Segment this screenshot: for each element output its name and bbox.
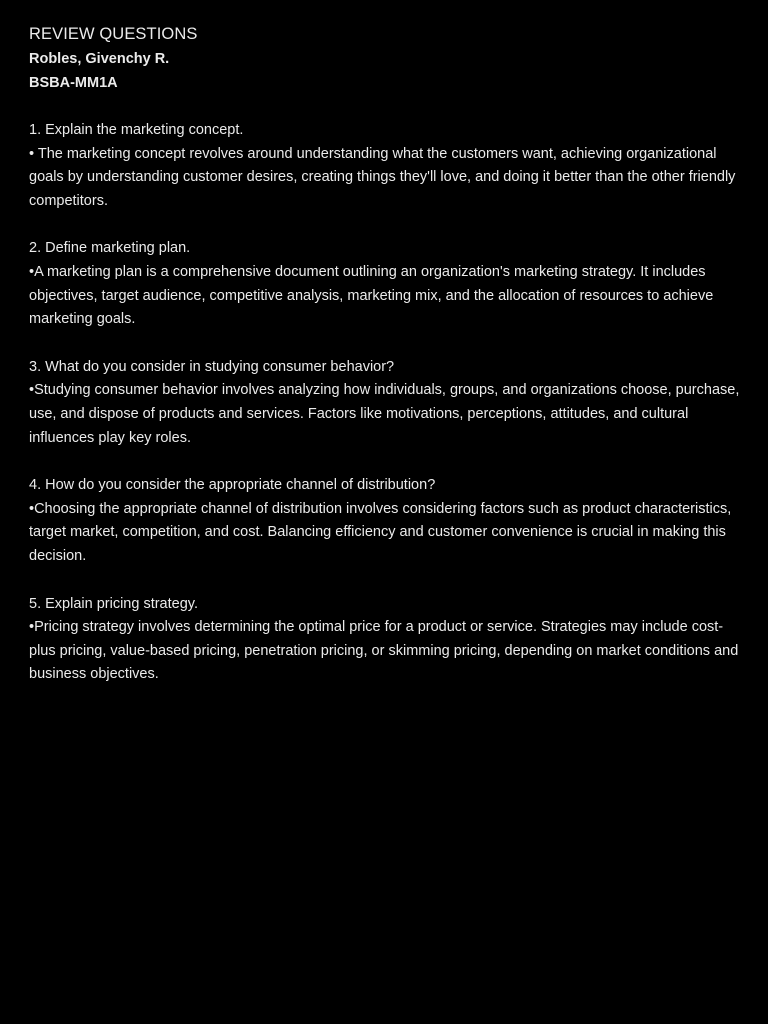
student-name: Robles, Givenchy R.: [29, 51, 170, 67]
answer-3: •Studying consumer behavior involves analyzing how individuals, groups, and organizations choose, purchase, use, and dispose of products and services. Factors like motivations, perceptions, attitudes, and cultural influences play key roles.: [29, 382, 740, 446]
student-section: BSBA-MM1A: [29, 75, 118, 91]
qa-item-3: [29, 356, 749, 450]
answer-2: •A marketing plan is a comprehensive document outlining an organization's marketing strategy. It includes objectives, target audience, competitive analysis, marketing mix, and the allocation of resources to achieve marketing goals.: [29, 263, 714, 328]
question-3: 3. What do you consider in studying consumer behavior?: [29, 358, 395, 375]
question-5: 5. Explain pricing strategy.: [29, 595, 198, 612]
document-body: [29, 23, 749, 687]
qa-item-2: [29, 237, 749, 331]
answer-5: •Pricing strategy involves determining the optimal price for a product or service. Strategies may include cost-plus pricing, value-based pricing, penetration pricing, or skimming pricing, depending on market conditions and business objectives.: [29, 619, 739, 683]
answer-1: • The marketing concept revolves around understanding what the customers want, achieving organizational goals by understanding customer desires, creating things they'll love, and doing it better than the other friendly competitors.: [29, 145, 736, 209]
question-4: 4. How do you consider the appropriate channel of distribution?: [29, 477, 436, 494]
question-list: [29, 119, 749, 687]
qa-item-5: [29, 593, 749, 687]
document-title: REVIEW QUESTIONS: [29, 25, 198, 43]
qa-item-4: [29, 474, 749, 568]
question-2: 2. Define marketing plan.: [29, 240, 191, 257]
answer-4: •Choosing the appropriate channel of distribution involves considering factors such as product characteristics, target market, competition, and cost. Balancing efficiency and customer convenience is crucial in making this decision.: [29, 500, 732, 564]
question-1: 1. Explain the marketing concept.: [29, 122, 244, 138]
qa-item-1: [29, 119, 749, 213]
